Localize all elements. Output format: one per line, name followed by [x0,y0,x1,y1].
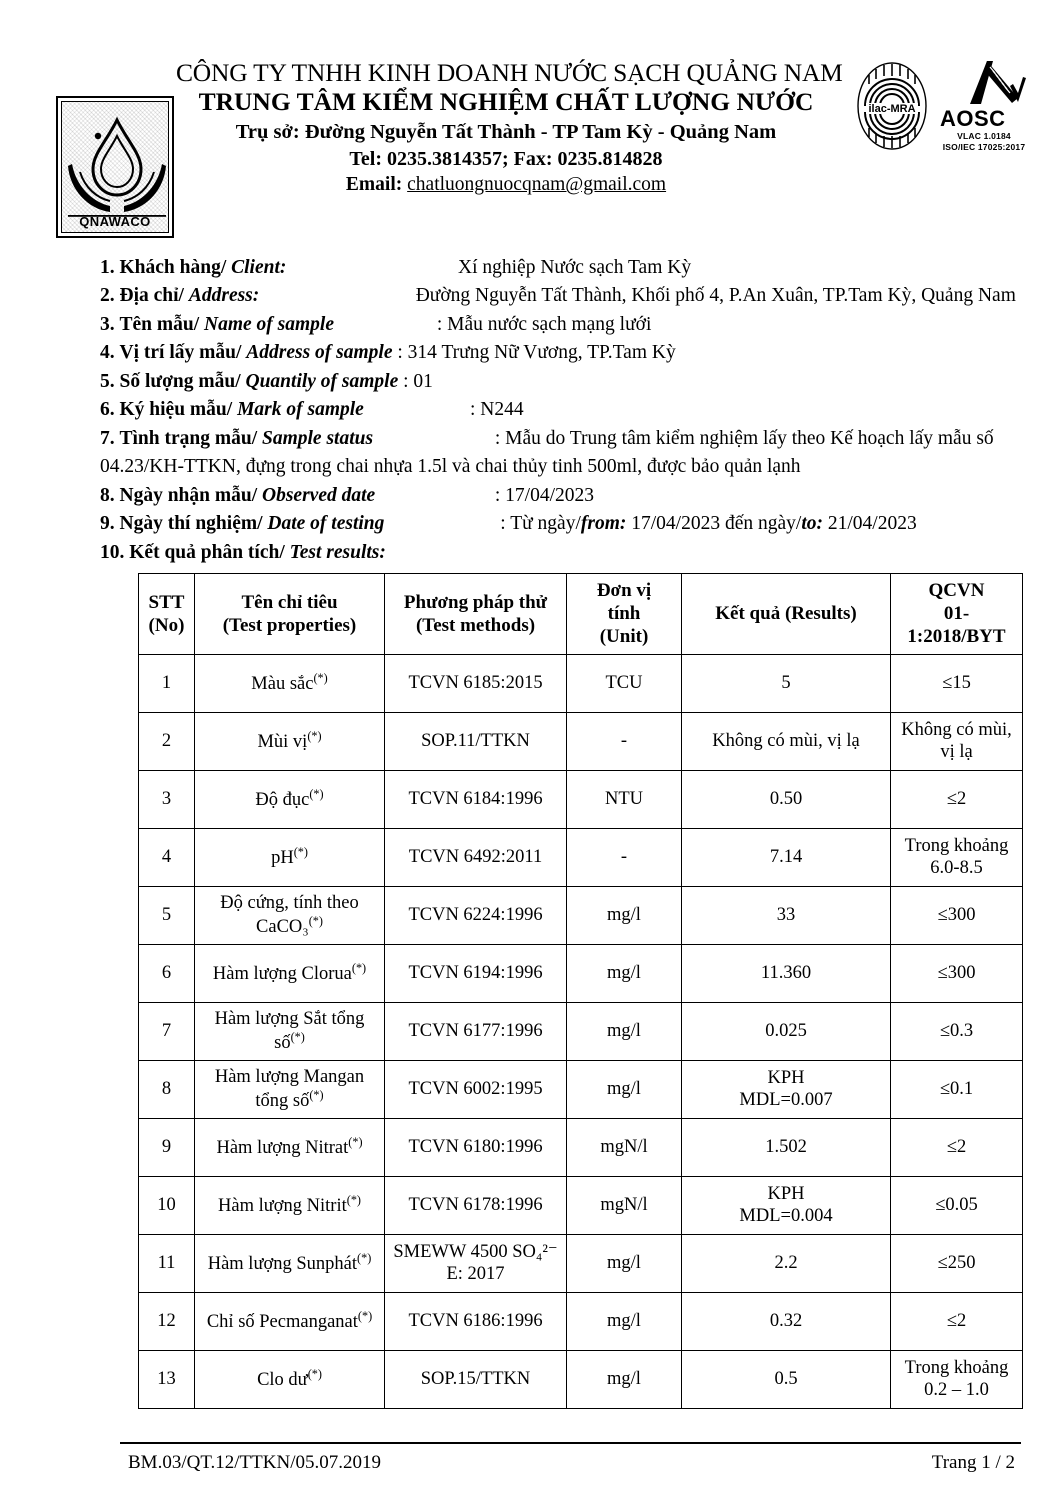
cell-limit-12: ≤2 [891,1292,1023,1350]
header-unit [567,574,682,655]
cell-name-1: Màu sắc(*) [195,654,385,712]
sample-status-number: 7. [100,427,115,449]
cell-name-7: Hàm lượng Sắt tổng số(*) [195,1002,385,1060]
aosc-iso-standard: ISO/IEC 17025:2017 [942,142,1026,152]
document-header [0,0,1063,240]
cell-method-4: TCVN 6492:2011 [385,828,567,886]
cell-name-9: Hàm lượng Nitrat(*) [195,1118,385,1176]
info-item-sample-status [100,425,1030,482]
info-item-sample-name [100,311,1030,339]
cell-unit-9: mgN/l [567,1118,682,1176]
observed-date-value: : 17/04/2023 [494,484,595,506]
cell-unit-3: NTU [567,770,682,828]
quantity-number: 5. [100,370,115,392]
header-stt-en: (No) [148,614,185,636]
cell-name-10: Hàm lượng Nitrit(*) [195,1176,385,1234]
header-method-vi: Phương pháp thử [403,591,548,613]
cell-method-13: SOP.15/TTKN [385,1350,567,1408]
table-row [139,1002,1023,1060]
cell-limit-9: ≤2 [891,1118,1023,1176]
client-label-vi: Khách hàng/ [119,257,227,278]
table-row [139,654,1023,712]
header-results: Kết quả (Results) [682,574,891,655]
email-link[interactable]: chatluongnuocqnam@gmail.com [407,174,667,196]
svg-text:ilac-MRA: ilac-MRA [868,103,916,115]
table-row [139,944,1023,1002]
cell-unit-2: - [567,712,682,770]
cell-name-13: Clo dư(*) [195,1350,385,1408]
sample-name-number: 3. [100,313,115,335]
header-name-en: (Test properties) [222,614,357,636]
company-address: Trụ sở: Đường Nguyễn Tất Thành - TP Tam Kỳ - Quảng Nam [235,121,777,144]
cell-unit-8: mg/l [567,1060,682,1118]
cell-no-9: 9 [139,1118,195,1176]
cell-name-3: Độ đục(*) [195,770,385,828]
header-test-methods [385,574,567,655]
sample-status-value: : Mẫu do Trung tâm kiểm nghiệm lấy theo Kế hoạch lấy mẫu số 04.23/KH-TTKN, đựng trong chai nhựa 1.5l và chai thủy tinh 500ml, được bảo quản lạnh [100,427,994,478]
sample-name-label-vi: Tên mẫu/ [119,313,200,335]
client-label-en: Client: [231,257,287,278]
header-test-properties [195,574,385,655]
mark-label-en: Mark of sample [237,399,364,421]
header-method-en: (Test methods) [415,614,536,636]
table-row [139,712,1023,770]
sample-name-label-en: Name of sample [204,313,334,335]
cell-limit-7: ≤0.3 [891,1002,1023,1060]
quantity-value: : 01 [403,370,433,392]
footer-page-number: Trang 1 / 2 [931,1452,1015,1473]
header-stt-vi: STT [148,591,185,613]
cell-limit-2: Không có mùi, vị lạ [891,712,1023,770]
observed-date-number: 8. [100,484,115,506]
cell-unit-6: mg/l [567,944,682,1002]
cell-limit-6: ≤300 [891,944,1023,1002]
cell-no-10: 10 [139,1176,195,1234]
quantity-label-vi: Số lượng mẫu/ [119,370,241,392]
header-unit-en: (Unit) [599,626,649,648]
test-results-number: 10. [100,541,125,563]
email-label: Email: [345,174,408,196]
cell-name-11: Hàm lượng Sunphát(*) [195,1234,385,1292]
sample-status-label-vi: Tình trạng mẫu/ [119,427,258,449]
ilac-mra-icon [855,60,929,152]
cell-limit-13: Trong khoảng 0.2 – 1.0 [891,1350,1023,1408]
testing-date-number: 9. [100,513,115,535]
cell-no-12: 12 [139,1292,195,1350]
sample-location-number: 4. [100,342,115,364]
header-qcvn-l1: QCVN [928,580,985,601]
cell-name-5: Độ cứng, tính theo CaCO₃(*) [195,886,385,944]
qnawaco-logo-caption: QNAWACO [79,214,151,229]
qnawaco-logo-frame [61,101,169,233]
footer-form-code: BM.03/QT.12/TTKN/05.07.2019 [128,1452,381,1473]
cell-method-12: TCVN 6186:1996 [385,1292,567,1350]
aosc-vlac-code: VLAC 1.0184 [957,131,1011,141]
cell-no-4: 4 [139,828,195,886]
table-row [139,1176,1023,1234]
cell-unit-10: mgN/l [567,1176,682,1234]
header-qcvn-l2: 01- [943,603,970,625]
testing-date-to: 21/04/2023 [823,513,917,535]
observed-date-label-vi: Ngày nhận mẫu/ [119,484,258,506]
cell-method-10: TCVN 6178:1996 [385,1176,567,1234]
cell-result-9: 1.502 [682,1118,891,1176]
testing-date-label-en: Date of testing [267,513,385,535]
cell-result-12: 0.32 [682,1292,891,1350]
testing-date-to-label: to: [801,513,824,535]
cell-no-6: 6 [139,944,195,1002]
table-row [139,1060,1023,1118]
info-item-quantity [100,368,1030,396]
cell-name-6: Hàm lượng Clorua(*) [195,944,385,1002]
cell-method-6: TCVN 6194:1996 [385,944,567,1002]
cell-result-8: KPH MDL=0.007 [682,1060,891,1118]
table-row [139,1292,1023,1350]
testing-date-prefix: : Từ ngày/ [500,513,581,535]
cell-unit-12: mg/l [567,1292,682,1350]
cell-result-1: 5 [682,654,891,712]
observed-date-label-en: Observed date [262,484,376,506]
table-body [139,654,1023,1408]
cell-result-2: Không có mùi, vị lạ [682,712,891,770]
cell-method-5: TCVN 6224:1996 [385,886,567,944]
footer-divider [120,1442,1021,1444]
client-number: 1. [100,257,115,278]
sample-name-value: : Mẫu nước sạch mạng lưới [436,313,652,335]
ilac-mra-logo [855,60,929,152]
company-name-line2: TRUNG TÂM KIỂM NGHIỆM CHẤT LƯỢNG NƯỚC [198,87,814,117]
cell-unit-13: mg/l [567,1350,682,1408]
table-row [139,828,1023,886]
table-row [139,1234,1023,1292]
header-qcvn-l3: 1:2018/BYT [907,626,1006,648]
header-unit-vi2: tính [607,603,641,625]
cell-unit-5: mg/l [567,886,682,944]
cell-result-7: 0.025 [682,1002,891,1060]
cell-limit-10: ≤0.05 [891,1176,1023,1234]
address-label-vi: Địa chỉ/ [119,285,184,307]
table-row [139,1118,1023,1176]
info-item-client [100,254,1030,282]
info-item-address [100,282,1030,310]
cell-limit-5: ≤300 [891,886,1023,944]
cell-method-2: SOP.11/TTKN [385,712,567,770]
info-item-test-results-heading [100,539,1030,567]
cell-method-3: TCVN 6184:1996 [385,770,567,828]
cell-no-8: 8 [139,1060,195,1118]
cell-no-13: 13 [139,1350,195,1408]
cell-result-5: 33 [682,886,891,944]
table-row [139,886,1023,944]
cell-result-6: 11.360 [682,944,891,1002]
company-email-line [176,172,836,198]
table-header-row [139,574,1023,655]
company-phone: Tel: 0235.3814357; Fax: 0235.814828 [349,148,663,171]
cell-name-4: pH(*) [195,828,385,886]
cell-limit-11: ≤250 [891,1234,1023,1292]
mark-number: 6. [100,399,115,421]
cell-unit-1: TCU [567,654,682,712]
cell-method-11: SMEWW 4500 SO₄²⁻ E: 2017 [385,1234,567,1292]
company-name-line1: CÔNG TY TNHH KINH DOANH NƯỚC SẠCH QUẢNG NAM [176,58,843,87]
cell-method-1: TCVN 6185:2015 [385,654,567,712]
cell-method-8: TCVN 6002:1995 [385,1060,567,1118]
cell-no-5: 5 [139,886,195,944]
sample-location-label-vi: Vị trí lấy mẫu/ [119,342,242,364]
header-unit-vi1: Đơn vị [596,580,652,601]
aosc-logo [940,58,1028,154]
aosc-mark-icon [940,58,1028,108]
info-item-sample-location [100,339,1030,367]
quantity-label-en: Quantily of sample [245,370,399,392]
cell-unit-7: mg/l [567,1002,682,1060]
sample-info-block [100,254,1030,567]
address-value: Đường Nguyễn Tất Thành, Khối phố 4, P.An Xuân, TP.Tam Kỳ, Quảng Nam [415,285,1016,307]
sample-location-value: : 314 Trưng Nữ Vương, TP.Tam Kỳ [397,342,676,364]
cell-no-3: 3 [139,770,195,828]
cell-result-3: 0.50 [682,770,891,828]
header-stt [139,574,195,655]
test-results-table [138,573,1023,1409]
cell-result-11: 2.2 [682,1234,891,1292]
test-results-label-en: Test results: [289,541,386,563]
testing-date-from: 17/04/2023 đến ngày/ [626,513,802,535]
table-row [139,1350,1023,1408]
cell-no-2: 2 [139,712,195,770]
cell-name-8: Hàm lượng Mangan tổng số(*) [195,1060,385,1118]
cell-no-7: 7 [139,1002,195,1060]
cell-result-13: 0.5 [682,1350,891,1408]
cell-method-9: TCVN 6180:1996 [385,1118,567,1176]
sample-location-label-en: Address of sample [246,342,393,364]
info-item-mark [100,396,1030,424]
cell-name-2: Mùi vị(*) [195,712,385,770]
cell-method-7: TCVN 6177:1996 [385,1002,567,1060]
cell-unit-4: - [567,828,682,886]
document-footer [128,1452,1015,1474]
address-label-en: Address: [188,285,260,307]
header-name-vi: Tên chỉ tiêu [241,591,338,613]
info-item-observed-date [100,482,1030,510]
header-qcvn [891,574,1023,655]
mark-value: : N244 [469,399,524,421]
cell-limit-3: ≤2 [891,770,1023,828]
cell-result-4: 7.14 [682,828,891,886]
cell-limit-1: ≤15 [891,654,1023,712]
testing-date-label-vi: Ngày thí nghiệm/ [119,513,263,535]
cell-name-12: Chỉ số Pecmanganat(*) [195,1292,385,1350]
test-results-label-vi: Kết quả phân tích/ [129,541,285,563]
cell-result-10: KPH MDL=0.004 [682,1176,891,1234]
testing-date-from-label: from: [580,513,627,535]
table-row [139,770,1023,828]
mark-label-vi: Ký hiệu mẫu/ [119,399,233,421]
cell-no-1: 1 [139,654,195,712]
cell-no-11: 11 [139,1234,195,1292]
cell-unit-11: mg/l [567,1234,682,1292]
sample-status-label-en: Sample status [262,427,374,449]
header-text-block [176,58,843,199]
address-number: 2. [100,285,115,307]
aosc-logo-text: AOSC [940,106,1006,131]
client-value: Xí nghiệp Nước sạch Tam Kỳ [458,257,692,278]
cell-limit-4: Trong khoảng 6.0-8.5 [891,828,1023,886]
info-item-testing-date [100,510,1030,538]
qnawaco-logo [56,96,174,238]
cell-limit-8: ≤0.1 [891,1060,1023,1118]
